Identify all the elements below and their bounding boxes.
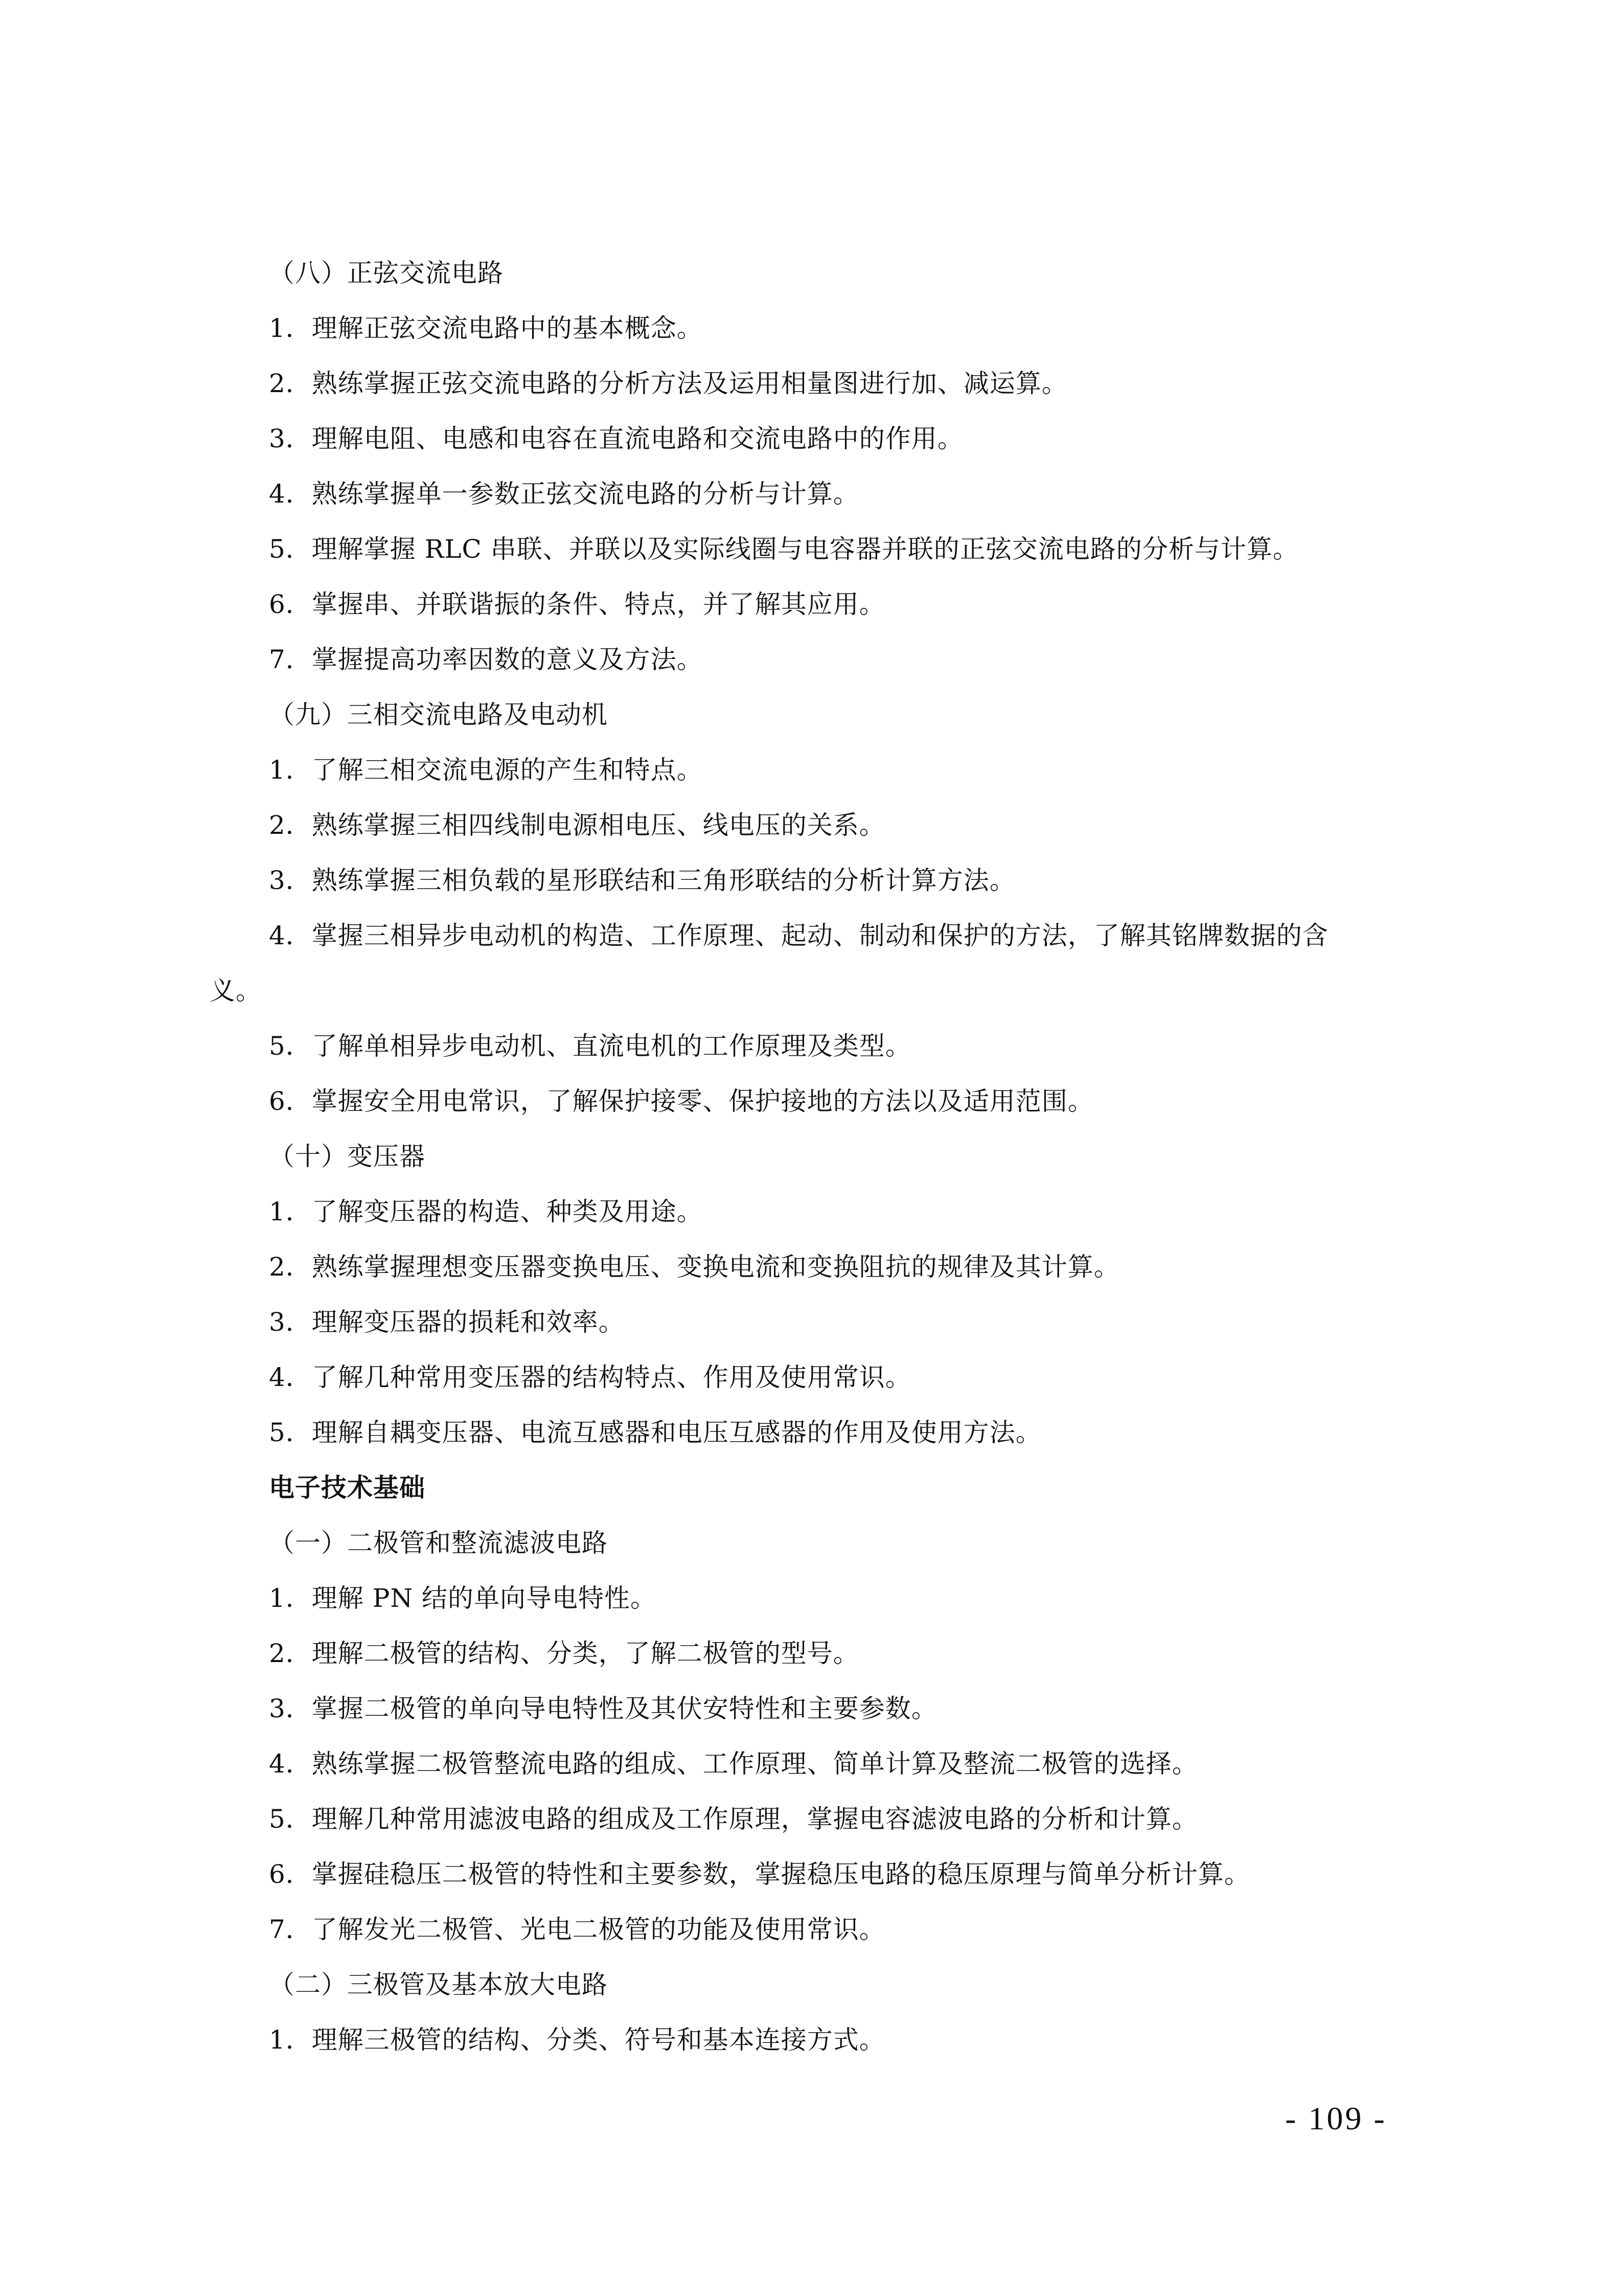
list-item: 2．熟练掌握三相四线制电源相电压、线电压的关系。	[269, 810, 885, 840]
list-item: 5．理解掌握 RLC 串联、并联以及实际线圈与电容器并联的正弦交流电路的分析与计算。	[269, 534, 1299, 564]
page-number: - 109 -	[1285, 2100, 1387, 2136]
list-item: 4．熟练掌握二极管整流电路的组成、工作原理、简单计算及整流二极管的选择。	[269, 1749, 1198, 1779]
list-item: 6．掌握硅稳压二极管的特性和主要参数，掌握稳压电路的稳压原理与简单分析计算。	[269, 1859, 1250, 1889]
list-item: 5．理解自耦变压器、电流互感器和电压互感器的作用及使用方法。	[269, 1418, 1042, 1447]
list-item-continuation: 义。	[210, 976, 262, 1006]
list-item: 6．掌握安全用电常识，了解保护接零、保护接地的方法以及适用范围。	[269, 1086, 1094, 1116]
list-item: 5．理解几种常用滤波电路的组成及工作原理，掌握电容滤波电路的分析和计算。	[269, 1804, 1198, 1834]
section-heading-9: （九）三相交流电路及电动机	[269, 700, 608, 730]
list-item: 2．熟练掌握理想变压器变换电压、变换电流和变换阻抗的规律及其计算。	[269, 1252, 1120, 1282]
list-item: 4．熟练掌握单一参数正弦交流电路的分析与计算。	[269, 479, 859, 509]
section-heading-8: （八）正弦交流电路	[269, 258, 504, 288]
list-item: 1．理解正弦交流电路中的基本概念。	[269, 313, 703, 343]
list-item: 3．理解变压器的损耗和效率。	[269, 1307, 625, 1337]
chapter-heading: 电子技术基础	[269, 1473, 425, 1503]
list-item: 1．理解三极管的结构、分类、符号和基本连接方式。	[269, 2025, 885, 2055]
list-item: 6．掌握串、并联谐振的条件、特点，并了解其应用。	[269, 589, 885, 619]
list-item: 3．掌握二极管的单向导电特性及其伏安特性和主要参数。	[269, 1694, 938, 1723]
list-item: 1．了解三相交流电源的产生和特点。	[269, 755, 703, 785]
list-item: 2．熟练掌握正弦交流电路的分析方法及运用相量图进行加、减运算。	[269, 369, 1068, 398]
list-item: 5．了解单相异步电动机、直流电机的工作原理及类型。	[269, 1031, 911, 1061]
section-heading-2: （二）三极管及基本放大电路	[269, 1970, 608, 1999]
list-item: 1．理解 PN 结的单向导电特性。	[269, 1583, 656, 1613]
list-item: 2．理解二极管的结构、分类，了解二极管的型号。	[269, 1639, 859, 1668]
list-item: 4．了解几种常用变压器的结构特点、作用及使用常识。	[269, 1362, 911, 1392]
list-item: 1．了解变压器的构造、种类及用途。	[269, 1197, 703, 1226]
list-item: 4．掌握三相异步电动机的构造、工作原理、起动、制动和保护的方法，了解其铭牌数据的含	[269, 921, 1329, 950]
list-item: 7．了解发光二极管、光电二极管的功能及使用常识。	[269, 1915, 885, 1944]
list-item: 3．熟练掌握三相负载的星形联结和三角形联结的分析计算方法。	[269, 866, 1016, 895]
list-item: 7．掌握提高功率因数的意义及方法。	[269, 645, 703, 674]
list-item: 3．理解电阻、电感和电容在直流电路和交流电路中的作用。	[269, 424, 964, 453]
section-heading-10: （十）变压器	[269, 1142, 425, 1171]
section-heading-1: （一）二极管和整流滤波电路	[269, 1528, 608, 1558]
